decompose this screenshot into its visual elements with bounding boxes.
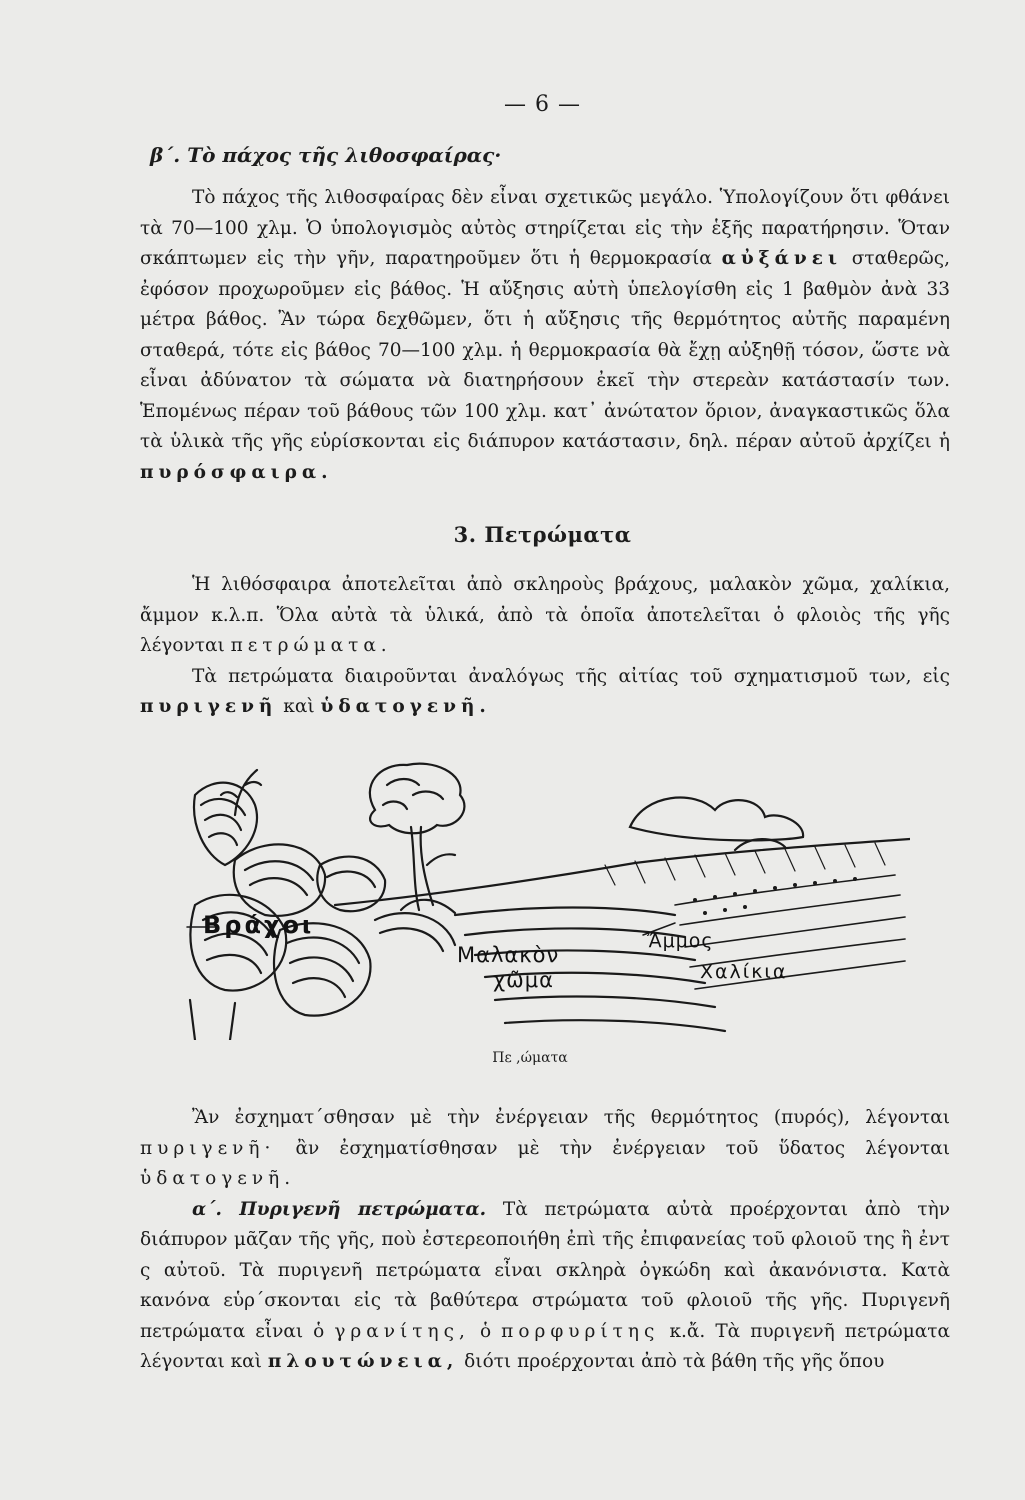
paragraph-igneous-sedimentary [140, 1103, 950, 1378]
conjunction-and: καὶ [283, 696, 315, 717]
subsection-title-igneous: α΄. Πυριγενῆ πετρώματα. [192, 1198, 487, 1220]
subsection-igneous-text-3: κ.ἄ. Τὰ πυριγενῆ πετρώματα λέγονται καὶ [140, 1320, 950, 1372]
subsection-igneous-text-4: διότι προέρχονται ἀπὸ τὰ βάθη τῆς γῆς ὅπου [464, 1351, 885, 1372]
rocks-illustration [175, 755, 910, 1040]
figure-caption: Πε ,ώματα [492, 1050, 568, 1066]
label-rocks: Βράχοι [203, 911, 315, 939]
label-soft-soil-1: Μαλακὸν [457, 943, 560, 967]
emphasis-sedimentary-2: ὑδατογενῆ. [140, 1168, 296, 1189]
emphasis-sedimentary: ὑδατογενῆ. [320, 696, 491, 717]
paragraph-igneous-start: Ἂν ἐσχηματ΄σθησαν μὲ τὴν ἐνέργειαν τῆς θερμότητος (πυρός), λέγονται [192, 1107, 950, 1128]
paragraph-rocks-text: Ἡ λιθόσφαιρα ἀποτελεῖται ἀπὸ σκληροὺς βράχους, μαλακὸν χῶμα, χαλίκια, ἄμμον κ.λ.π. Ὅλα αὐτὰ τὰ ὑλικά, ἀπὸ τὰ ὁποῖα ἀποτελεῖται ὁ φλοιὸς τῆς γῆς λέγονται [140, 574, 950, 656]
cloud [630, 798, 803, 841]
emphasis-plutonic: πλουτώνεια, [267, 1351, 459, 1372]
paragraph-thickness-rest: σταθερῶς, ἐφόσον προχωροῦμεν εἰς βάθος. Ἡ αὔξησις αὐτὴ ὑπελογίσθη εἰς 1 βαθμὸν ἀνὰ 33 μέτρα βάθος. Ἂν τώρα δεχθῶμεν, ὅτι ἡ αὔξησις τῆς θερμότητος αὐτῆς παραμένη σταθερά, τότε εἰς βάθος 70—100 χλμ. ἡ θερμοκρασία θὰ ἔχῃ αὐξηθῇ τόσον, ὥστε νὰ εἶναι ἀδύνατον τὰ σώματα νὰ διατηρήσουν ἐκεῖ τὴν στερεὰν κατάστασίν των. Ἑπομένως πέραν τοῦ βάθους τῶν 100 χλμ. κατ᾽ ἀνώτατον ὅριον, ἀναγκαστικῶς ὅλα τὰ ὑλικὰ τῆς γῆς εὑρίσκονται εἰς διάπυρον κατάστασιν, δηλ. πέραν αὐτοῦ ἀρχίζει ἡ [140, 248, 950, 452]
emphasis-increases: αὐξάνει [721, 248, 842, 269]
emphasis-igneous: πυριγενῆ [140, 696, 278, 717]
paragraph-igneous-mid: ἂν ἐσχηματίσθησαν μὲ τὴν ἐνέργειαν τοῦ ὕδατος λέγονται [295, 1137, 950, 1159]
section-heading-rocks: 3. Πετρώματα [453, 522, 632, 547]
emphasis-igneous-2: πυριγενῆ· [140, 1137, 276, 1159]
emphasis-rocks: πετρώματα. [230, 635, 392, 656]
emphasis-pyrosphere: πυρόσφαιρα. [140, 461, 333, 483]
subsection-igneous-text-1: Τὰ πετρώματα αὐτὰ προέρχονται ἀπὸ τὴν διάπυρον μᾶζαν τῆς γῆς, ποὺ ἐστερεοποιήθη ἐπὶ τῆς ἐπιφανείας τοῦ φλοιοῦ της ἢ ἐντ ς αὐτοῦ. Τὰ πυριγενῆ πετρώματα εἶναι σκληρὰ ὀγκώδη καὶ ἀκανόνιστα. Κατὰ κανόνα εὑρ΄σκονται εἰς τὰ βαθύτερα στρώματα τοῦ φλοιοῦ τῆς γῆς. Πυριγενῆ πετρώματα εἶναι ὁ [140, 1198, 950, 1342]
paragraph-thickness [140, 183, 950, 488]
field-hatching [605, 843, 885, 885]
label-gravel: Χαλίκια [700, 961, 788, 983]
paragraph-classification-text: Τὰ πετρώματα διαιροῦνται ἀναλόγως τῆς αἰτίας τοῦ σχηματισμοῦ των, εἰς [192, 665, 950, 687]
subsection-igneous-text-2: ὁ [479, 1320, 492, 1342]
emphasis-porphyry: πορφυρίτης [501, 1320, 660, 1342]
page-number: — 6 — [504, 92, 581, 117]
label-soft-soil-2: χῶμα [493, 968, 554, 992]
section-title-thickness: β΄. Τὸ πάχος τῆς λιθοσφαίρας· [150, 143, 502, 167]
paragraph-rocks [140, 570, 950, 723]
label-sand: Ἄμμος [647, 930, 714, 952]
paragraph-thickness-intro: Τὸ πάχος τῆς λιθοσφαίρας δὲν εἶναι σχετικῶς μεγάλο. Ὑπολογίζουν ὅτι φθάνει τὰ 70—100 χλμ. Ὁ ὑπολογισμὸς αὐτὸς στηρίζεται εἰς τὴν ἑξῆς παρατήρησιν. Ὅταν σκάπτωμεν εἰς τὴν γῆν, παρατηροῦμεν ὅτι ἡ θερμοκρασία [140, 187, 950, 269]
emphasis-granite: γρανίτης, [334, 1320, 470, 1342]
